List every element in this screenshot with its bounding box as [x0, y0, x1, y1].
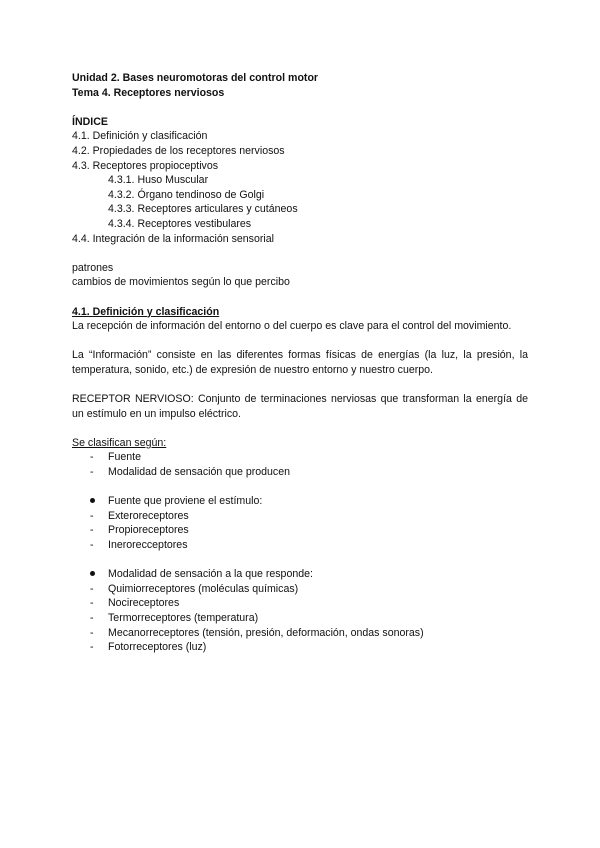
- list-item-text: Propioreceptores: [108, 524, 189, 537]
- list-item-text: Fotorreceptores (luz): [108, 641, 207, 654]
- dash-marker: -: [90, 641, 94, 654]
- index-item: 4.4. Integración de la información sensorial: [72, 232, 274, 245]
- index-item: 4.1. Definición y clasificación: [72, 130, 208, 143]
- list-item-text: Inerorecceptores: [108, 539, 188, 551]
- bullet-item: [72, 494, 528, 509]
- list-item-text: Quimiorreceptores (moléculas químicas): [108, 582, 299, 595]
- dash-marker: -: [90, 524, 94, 537]
- topic-title: Tema 4. Receptores nerviosos: [72, 86, 225, 99]
- index-subitem: 4.3.4. Receptores vestibulares: [108, 217, 252, 230]
- unit-title: Unidad 2. Bases neuromotoras del control motor: [72, 72, 319, 84]
- list-item: [72, 596, 528, 611]
- spacer: [72, 553, 528, 568]
- list-item: [72, 465, 528, 480]
- dash-marker: -: [90, 611, 94, 624]
- dash-marker: -: [90, 466, 94, 479]
- list-item: [72, 611, 528, 626]
- spacer: [72, 377, 528, 392]
- list-item-text: Mecanorreceptores (tensión, presión, deformación, ondas sonoras): [108, 626, 424, 639]
- dash-marker: -: [90, 582, 94, 595]
- dash-marker: -: [90, 509, 94, 522]
- note-line: cambios de movimientos según lo que percibo: [72, 276, 290, 289]
- index-subitem: 4.3.2. Órgano tendinoso de Golgi: [108, 188, 265, 201]
- list-item: [72, 509, 528, 524]
- paragraph-receptor-definition: RECEPTOR NERVIOSO: Conjunto de terminaciones nerviosas que transforman la energía de un estímulo en un impulso eléctrico.: [72, 393, 528, 420]
- index-title: ÍNDICE: [72, 115, 108, 128]
- index-subitem: 4.3.1. Huso Muscular: [108, 174, 209, 187]
- list-item: [72, 538, 528, 553]
- dash-marker: -: [90, 451, 94, 464]
- index-item: 4.2. Propiedades de los receptores nerviosos: [72, 144, 285, 157]
- classify-label: Se clasifican según:: [72, 436, 167, 449]
- list-item-text: Termorreceptores (temperatura): [108, 611, 259, 624]
- document-page: [72, 71, 528, 655]
- bullet-icon: [72, 567, 108, 582]
- index-subitem: 4.3.3. Receptores articulares y cutáneos: [108, 203, 298, 216]
- bullet-item: [72, 567, 528, 582]
- list-item: [72, 640, 528, 655]
- bullet-text: Modalidad de sensación a la que responde:: [108, 568, 313, 581]
- paragraph-information: La “Información” consiste en las diferentes formas físicas de energías (la luz, la presión, la temperatura, sonido, etc.) de expresión de nuestro entorno y nuestro cuerpo.: [72, 349, 528, 376]
- list-item: [72, 450, 528, 465]
- bullet-icon: [72, 494, 108, 509]
- spacer: [72, 480, 528, 495]
- list-item-text: Modalidad de sensación que producen: [108, 466, 290, 479]
- list-item-text: Exteroreceptores: [108, 509, 189, 522]
- dash-marker: -: [90, 626, 94, 639]
- spacer: [72, 334, 528, 349]
- dash-marker: -: [90, 597, 94, 610]
- paragraph-reception: La recepción de información del entorno o del cuerpo es clave para el control del movimiento.: [72, 320, 512, 333]
- spacer: [72, 290, 528, 305]
- list-item: [72, 626, 528, 641]
- spacer: [72, 100, 528, 115]
- spacer: [72, 421, 528, 436]
- section-heading: 4.1. Definición y clasificación: [72, 305, 220, 318]
- list-item-text: Nocireceptores: [108, 597, 180, 610]
- note-line: patrones: [72, 261, 114, 274]
- bullet-text: Fuente que proviene el estímulo:: [108, 495, 263, 508]
- list-item: [72, 523, 528, 538]
- dash-marker: -: [90, 539, 94, 551]
- index-item: 4.3. Receptores propioceptivos: [72, 159, 219, 172]
- list-item-text: Fuente: [108, 451, 141, 464]
- spacer: [72, 246, 528, 261]
- list-item: [72, 582, 528, 597]
